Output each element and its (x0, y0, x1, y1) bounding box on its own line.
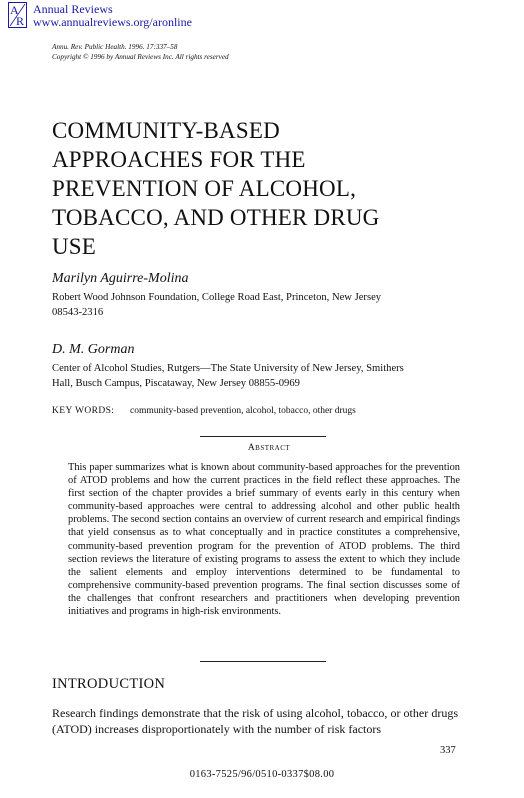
intro-paragraph: Research findings demonstrate that the risk of using alcohol, tobacco, or other drugs (ATOD) increases disproportionately with the number of risk factors (52, 706, 458, 736)
citation-line: Annu. Rev. Public Health. 1996. 17:337–58 (52, 43, 178, 51)
keywords-value: community-based prevention, alcohol, tobacco, other drugs (130, 406, 356, 416)
keywords (52, 405, 356, 416)
annual-reviews-logo-icon (8, 2, 27, 28)
abstract-heading (0, 443, 524, 453)
title-line: COMMUNITY-BASED (52, 118, 280, 143)
url-link[interactable]: www.annualreviews.org/aronline (33, 15, 192, 29)
publisher-link[interactable]: Annual Reviews (33, 2, 113, 16)
affiliation-line: Robert Wood Johnson Foundation, College Road East, Princeton, New Jersey (52, 292, 382, 303)
affiliation-line: 08543-2316 (52, 307, 104, 318)
abstract-body: This paper summarizes what is known about community-based approaches for the prevention of ATOD problems and how the current practices in the field reflect these approaches. The first section of the chapter provides a brief summary of events early in this century when community-based approaches were central to addressing alcohol and other public health problems. The second section contains an overview of current research and empirical findings that yield consensus as to what conceptually and in practice constitutes a comprehensive, community-based prevention program for the prevention of ATOD problems. The third section reviews the literature of existing programs to assess the extent to which they include the salient elements and employ interventions determined to be fundamental to comprehensive community-based prevention programs. The final section discusses some of the challenges that confront researchers and practitioners when developing prevention initiatives and programs in high-risk environments. (68, 462, 460, 618)
divider (200, 436, 326, 437)
affiliation-line: Center of Alcohol Studies, Rutgers—The State University of New Jersey, Smithers (52, 363, 404, 374)
divider (200, 661, 326, 662)
svg-text:A: A (10, 3, 19, 17)
author-affiliation (52, 361, 404, 391)
title-line: PREVENTION OF ALCOHOL, (52, 176, 357, 201)
affiliation-line: Hall, Busch Campus, Piscataway, New Jersey 08855-0969 (52, 378, 300, 389)
article-title (52, 116, 452, 261)
price-line: 0163-7525/96/0510-0337$08.00 (189, 769, 335, 780)
title-line: USE (52, 234, 97, 259)
title-line: APPROACHES FOR THE (52, 147, 306, 172)
copyright-line: Copyright © 1996 by Annual Reviews Inc. All rights reserved (52, 53, 229, 61)
author-affiliation (52, 290, 381, 320)
abstract-heading-text: Abstract (247, 443, 291, 453)
section-heading: INTRODUCTION (52, 676, 166, 692)
page-number: 337 (440, 745, 456, 756)
svg-text:R: R (16, 14, 25, 27)
keywords-label: KEY WORDS: (52, 406, 115, 416)
title-line: TOBACCO, AND OTHER DRUG (52, 205, 380, 230)
author-name: D. M. Gorman (52, 342, 135, 357)
author-name: Marilyn Aguirre-Molina (52, 271, 189, 286)
